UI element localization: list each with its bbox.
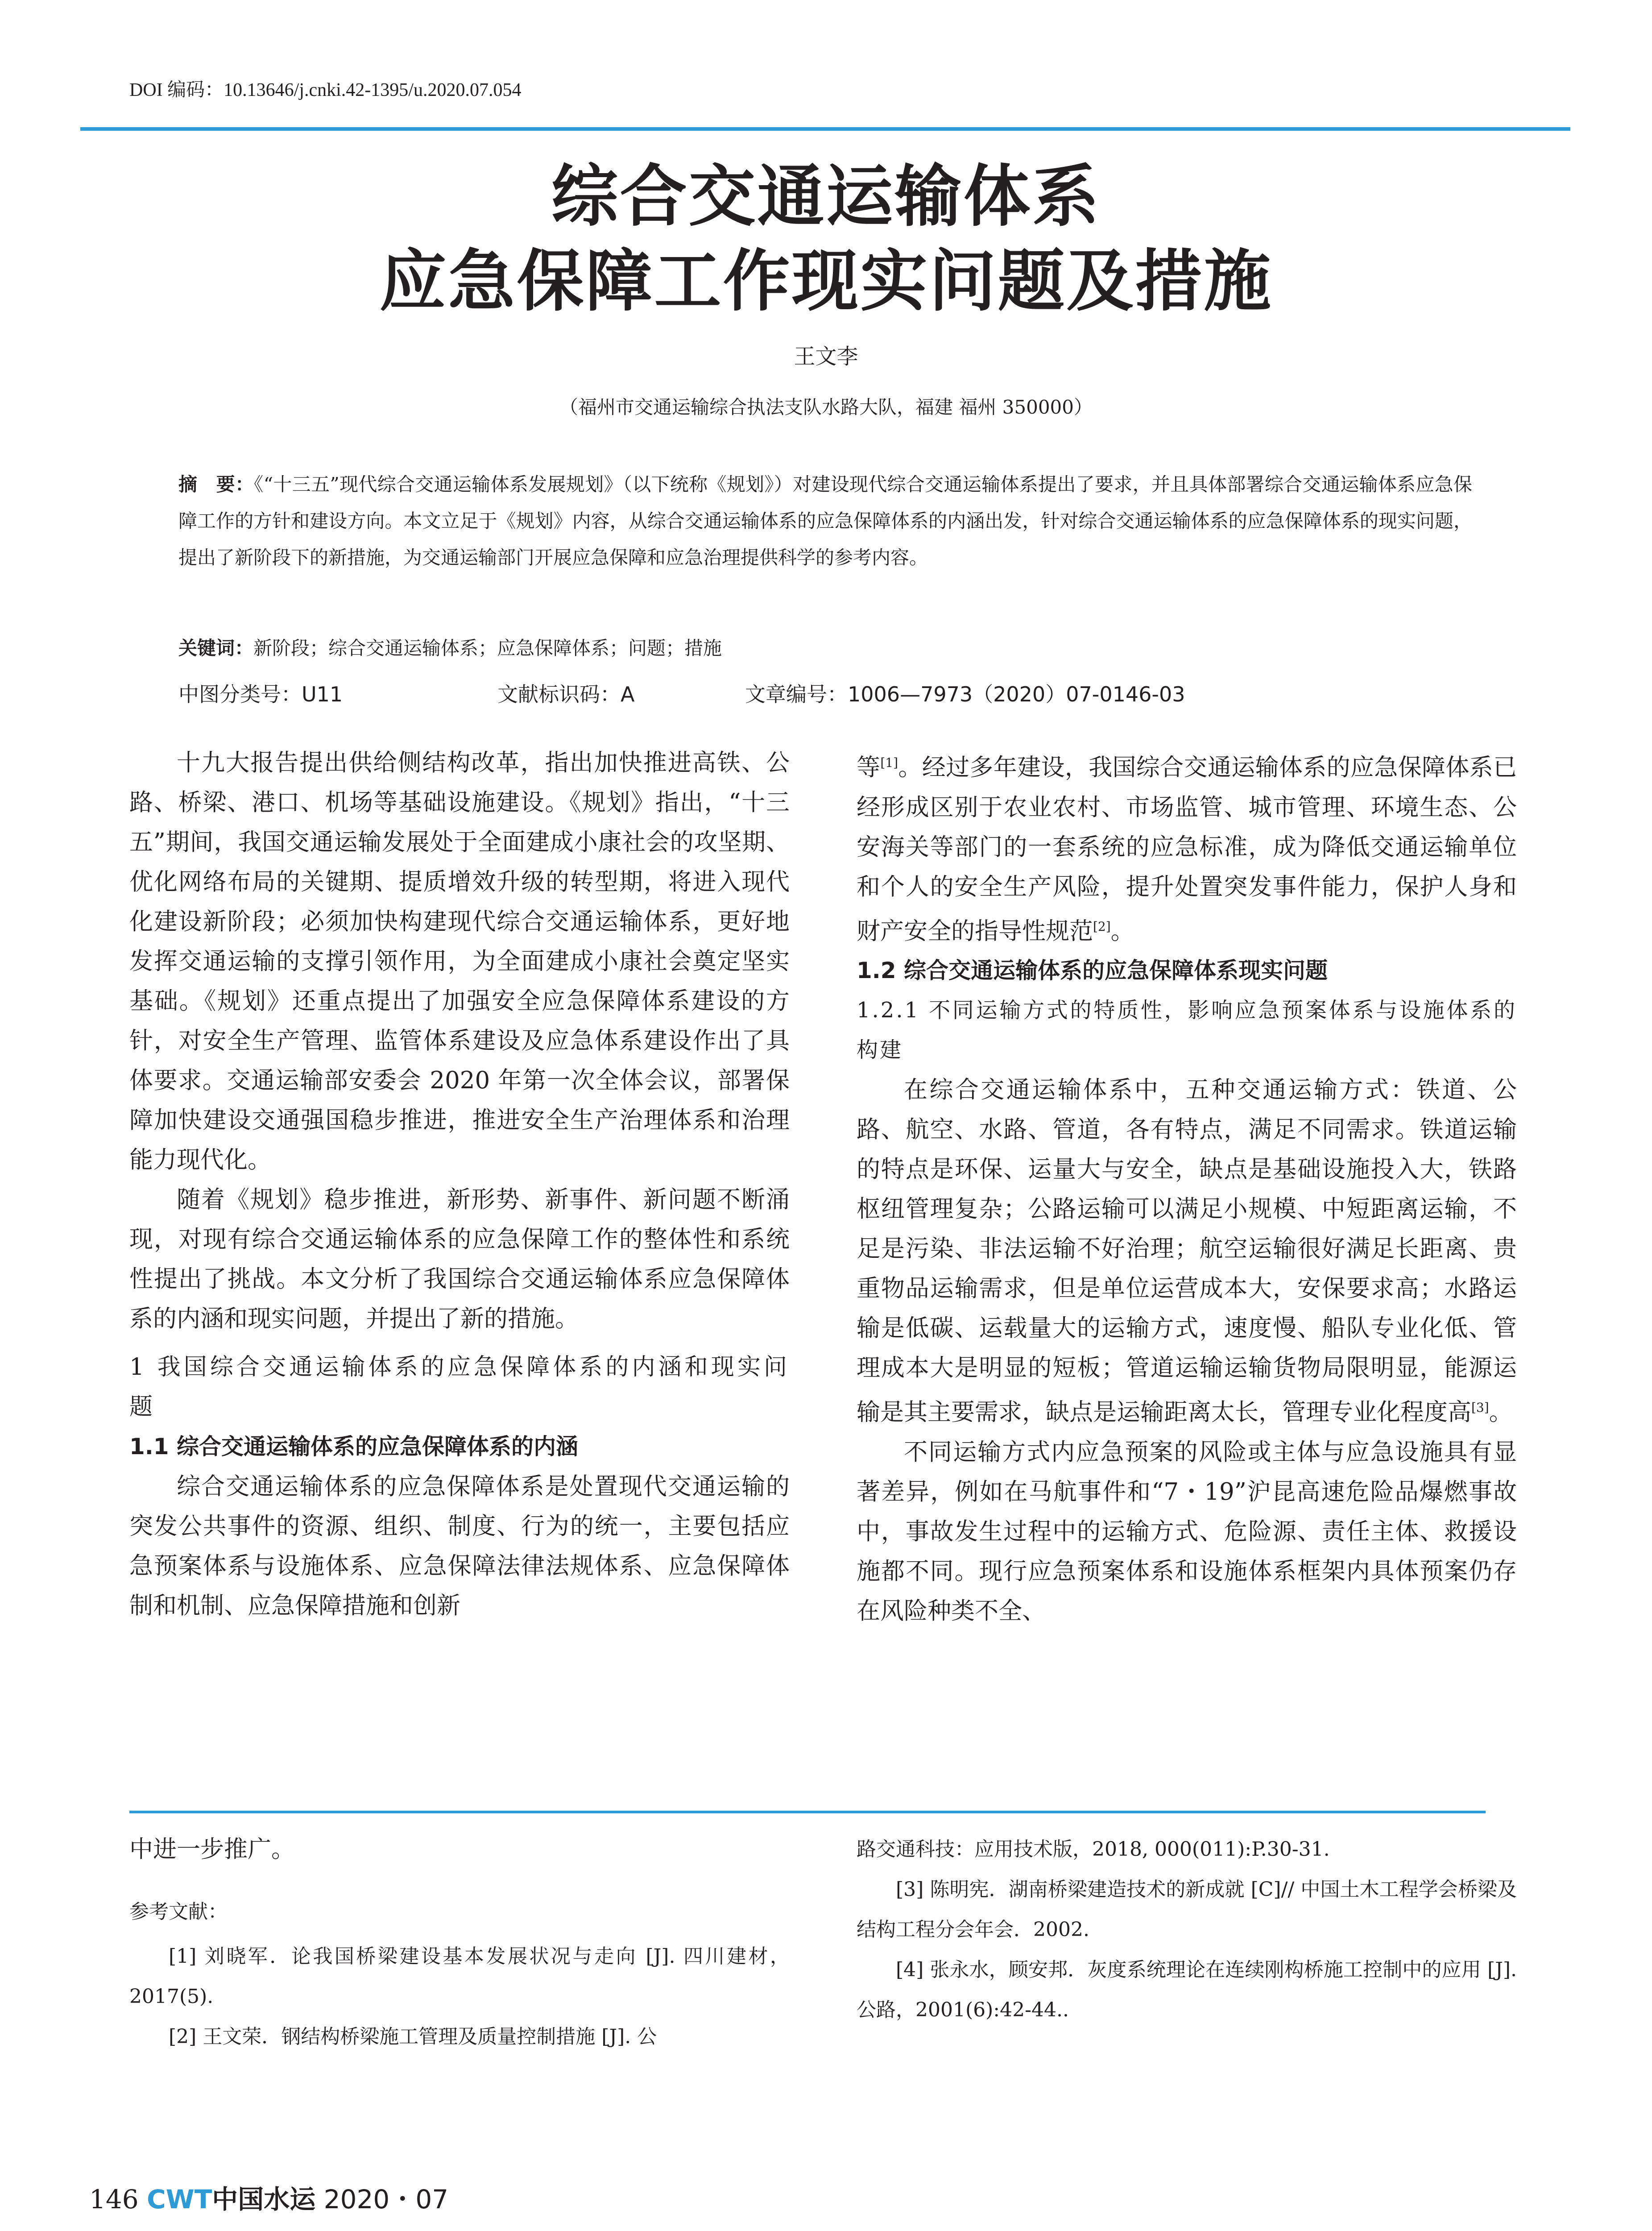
issue-number: 2020・07 <box>323 2184 449 2214</box>
keywords-text: 新阶段；综合交通运输体系；应急保障体系；问题；措施 <box>253 637 722 659</box>
header-rule <box>80 127 1570 131</box>
doi-code: DOI 编码：10.13646/j.cnki.42-1395/u.2020.07.054 <box>129 80 522 100</box>
doc-code-value: A <box>621 682 635 706</box>
classification-number <box>178 678 343 708</box>
abstract-text: 《“十三五”现代综合交通运输体系发展规划》（以下统称《规划》）对建设现代综合交通运输体系提出了要求，并且具体部署综合交通运输体系应急保障工作的方针和建设方向。本文立足于《规划》内容，从综合交通运输体系的应急保障体系的内涵出发，针对综合交通运输体系的应急保障体系的现实问题，提出了新阶段下的新措施，为交通运输部门开展应急保障和应急治理提供科学的参考内容。 <box>178 473 1472 568</box>
citation-1: [1] <box>880 755 898 770</box>
reference-1: [1] 刘晓军．论我国桥梁建设基本发展状况与走向 [J]. 四川建材，2017(5). <box>129 1945 790 2008</box>
right-column <box>857 743 1517 1631</box>
bottom-left <box>129 1829 790 2057</box>
continued-text: 中进一步推广。 <box>129 1836 295 1863</box>
clc-value: U11 <box>302 682 343 706</box>
article-title-line-1: 综合交通运输体系 <box>551 157 1101 236</box>
page-footer <box>89 2178 448 2216</box>
body-paragraph: 不同运输方式内应急预案的风险或主体与应急设施具有显著差异，例如在马航事件和“7・19”沪昆高速危险品爆燃事故中，事故发生过程中的运输方式、危险源、责任主体、救援设施都不同。现行应急预案体系和设施体系框架内具体预案仍存在风险种类不全、 <box>857 1438 1517 1625</box>
reference-3: [3] 陈明宪．湖南桥梁建造技术的新成就 [C]// 中国土木工程学会桥梁及结构工程分会年会．2002. <box>857 1878 1517 1941</box>
article-no-label: 文章编号： <box>745 682 848 706</box>
left-column <box>129 743 790 1626</box>
author-name: 王文李 <box>794 344 858 369</box>
citation-2: [2] <box>1093 919 1111 934</box>
subsection-heading-1-1: 1.1 综合交通运输体系的应急保障体系的内涵 <box>129 1434 578 1460</box>
abstract-label: 摘 要： <box>178 473 254 495</box>
reference-4: [4] 张永水，顾安邦．灰度系统理论在连续刚构桥施工控制中的应用 [J]. 公路，2001(6):42-44.. <box>857 1958 1517 2021</box>
body-paragraph: 综合交通运输体系的应急保障体系是处置现代交通运输的突发公共事件的资源、组织、制度、行为的统一，主要包括应急预案体系与设施体系、应急保障法律法规体系、应急保障体制和机制、应急保障措施和创新 <box>129 1473 790 1619</box>
subsection-heading-1-2: 1.2 综合交通运输体系的应急保障体系现实问题 <box>857 958 1328 984</box>
body-paragraph: 在综合交通运输体系中，五种交通运输方式：铁道、公路、航空、水路、管道，各有特点，满足不同需求。铁道运输的特点是环保、运量大与安全，缺点是基础设施投入大，铁路枢纽管理复杂；公路运输可以满足小规模、中短距离运输，不足是污染、非法运输不好治理；航空运输很好满足长距离、贵重物品运输需求，但是单位运营成本大，安保要求高；水路运输是低碳、运载量大的运输方式，速度慢、船队专业化低、管理成本大是明显的短板；管道运输运输货物局限明显，能源运输是其主要需求，缺点是运输距离太长，管理专业化程度高[3]。 <box>857 1076 1517 1426</box>
body-paragraph: 随着《规划》稳步推进，新形势、新事件、新问题不断涌现，对现有综合交通运输体系的应急保障工作的整体性和系统性提出了挑战。本文分析了我国综合交通运输体系应急保障体系的内涵和现实问题，并提出了新的措施。 <box>129 1186 790 1332</box>
clc-label: 中图分类号： <box>178 682 302 706</box>
references-label: 参考文献： <box>129 1900 228 1923</box>
page-break-rule <box>129 1811 1486 1813</box>
keywords <box>178 634 722 660</box>
bottom-right <box>857 1829 1517 2030</box>
article-no-value: 1006—7973（2020）07-0146-03 <box>848 682 1185 706</box>
section-heading-1: 1 我国综合交通运输体系的应急保障体系的内涵和现实问题 <box>129 1354 790 1420</box>
journal-name: 中国水运 <box>212 2184 316 2214</box>
abstract <box>178 466 1472 576</box>
journal-logo-latin: CWT <box>147 2184 212 2214</box>
document-code <box>497 678 634 708</box>
article-title-line-2: 应急保障工作现实问题及措施 <box>379 242 1273 320</box>
article-number <box>745 678 1185 708</box>
body-paragraph: 十九大报告提出供给侧结构改革，指出加快推进高铁、公路、桥梁、港口、机场等基础设施建设。《规划》指出，“十三五”期间，我国交通运输发展处于全面建成小康社会的攻坚期、优化网络布局的关键期、提质增效升级的转型期，将进入现代化建设新阶段；必须加快构建现代综合交通运输体系，更好地发挥交通运输的支撑引领作用，为全面建成小康社会奠定坚实基础。《规划》还重点提出了加强安全应急保障体系建设的方针，对安全生产管理、监管体系建设及应急体系建设作出了具体要求。交通运输部安委会 2020 年第一次全体会议，部署保障加快建设交通强国稳步推进，推进安全生产治理体系和治理能力现代化。 <box>129 749 790 1174</box>
page-number: 146 <box>89 2184 139 2214</box>
author-affiliation: （福州市交通运输综合执法支队水路大队，福建 福州 350000） <box>559 396 1093 418</box>
reference-2: [2] 王文荣．钢结构桥梁施工管理及质量控制措施 [J]. 公 <box>169 2025 657 2048</box>
keywords-label: 关键词： <box>178 637 254 659</box>
citation-3: [3] <box>1471 1400 1489 1415</box>
doc-code-label: 文献标识码： <box>497 682 621 706</box>
body-paragraph: 等[1]。经过多年建设，我国综合交通运输体系的应急保障体系已经形成区别于农业农村、市场监管、城市管理、环境生态、公安海关等部门的一套系统的应急标准，成为降低交通运输单位和个人的安全生产风险，提升处置突发事件能力，保护人身和财产安全的指导性规范[2]。 <box>857 754 1517 945</box>
reference-2-continued: 路交通科技：应用技术版，2018, 000(011):P.30-31. <box>857 1838 1330 1861</box>
subsubsection-heading-1-2-1: 1.2.1 不同运输方式的特质性，影响应急预案体系与设施体系的构建 <box>857 998 1517 1063</box>
